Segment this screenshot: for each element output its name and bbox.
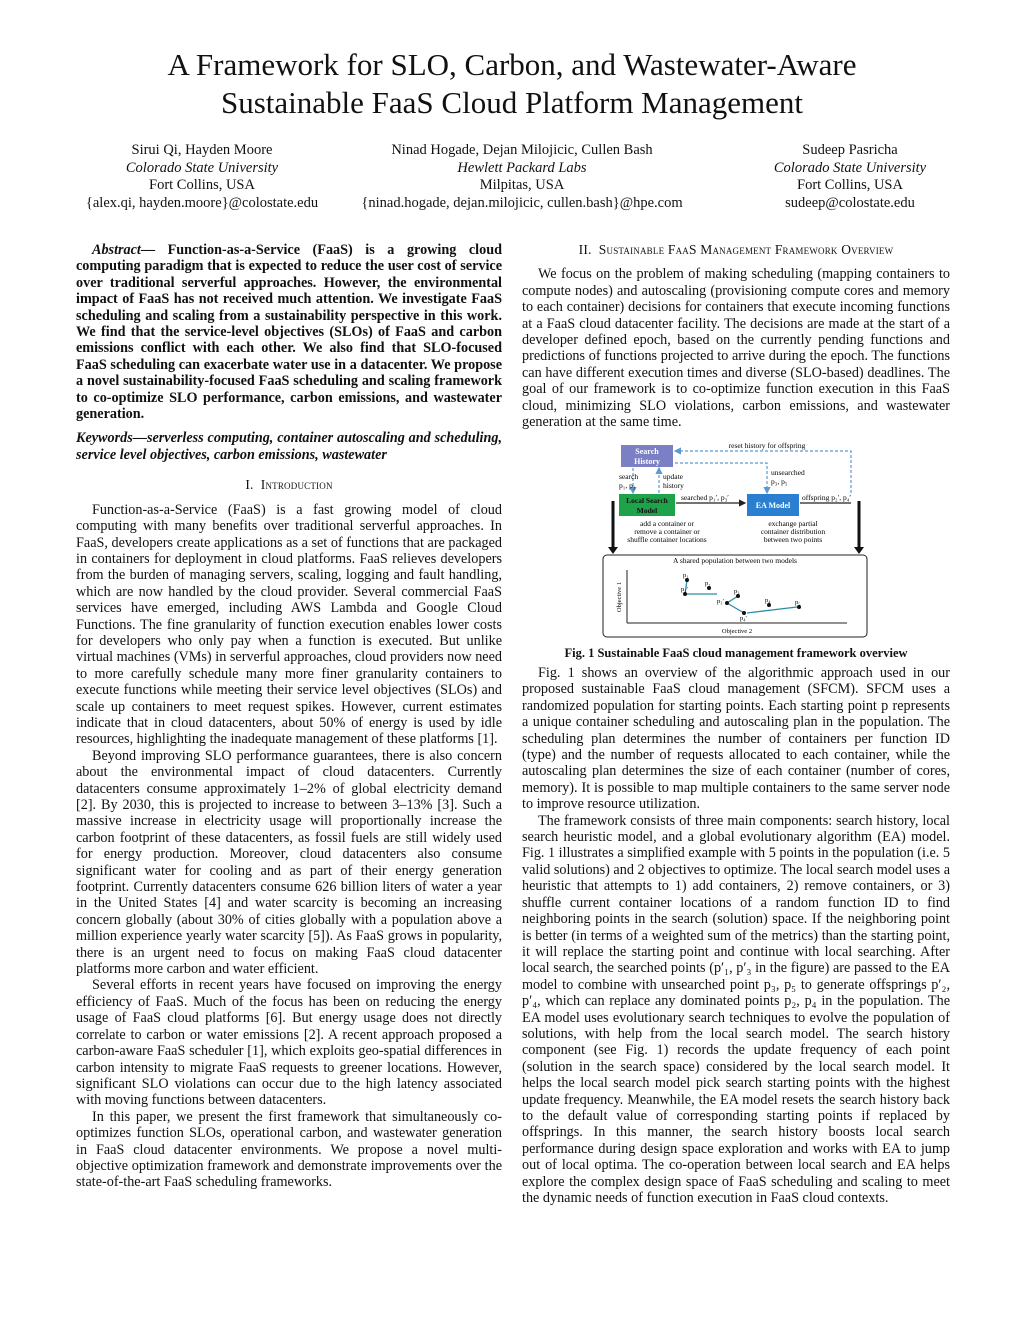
abstract-text: — Function-as-a-Service (FaaS) is a growing cloud computing paradigm that is expected to reduce the user cost of service over traditional serverful approaches. However, the environmental impact of FaaS has not received much attention. We investigate FaaS scheduling and scaling from a sustainability perspective in this work. We find that the service-level objectives (SLOs) of FaaS and carbon emissions conflict with each other. We also find that SLO-focused FaaS scheduling can exacerbate water use in a datacenter. We propose a novel sustainability-focused FaaS scheduling and scaling framework to co-optimize SLO performance, carbon emissions, and wastewater generation. [76, 242, 502, 423]
ea-desc-1: exchange partial [768, 519, 818, 528]
author-names: Ninad Hogade, Dejan Milojicic, Cullen Bash [391, 142, 653, 158]
left-column [76, 242, 502, 1191]
point-label: p₄′ [740, 615, 747, 622]
unsearched-label-1: unsearched [771, 468, 805, 477]
search-label-1: search [619, 472, 639, 481]
local-desc-1: add a container or [640, 519, 694, 528]
title-line-1: A Framework for SLO, Carbon, and Wastewater-Aware [167, 47, 857, 82]
author-email: {alex.qi, hayden.moore}@colostate.edu [85, 194, 319, 211]
point-label: p₃′ [717, 598, 724, 605]
offspring-label: offspring p₂′, p₄′ [802, 493, 851, 502]
framework-figure [597, 437, 870, 640]
author-affiliation: Hewlett Packard Labs [457, 159, 587, 176]
local-search-label-2: Model [636, 506, 658, 515]
point-label: p₂ [705, 580, 711, 587]
reset-label: reset history for offspring [728, 441, 806, 450]
section-2-paragraph: We focus on the problem of making scheduling (mapping containers to compute nodes) and autoscaling (provisioning compute cores and memory to each container) decisions for containers that execute incoming functions at a FaaS cloud datacenter facility. The decisions are made at the start of a developer defined epoch, based on the currently pending functions and predictions of functions projected to arrive during the epoch. The functions can have different execution times and diverse (SLO-based) deadlines. The goal of our framework is to co-optimize function execution in this FaaS cloud, minimizing SLO violations, carbon emissions, and wastewater generation at the same time. [522, 266, 950, 431]
intro-paragraph: Function-as-a-Service (FaaS) is a fast growing model of cloud computing with many benefits over traditional serverful approaches. In FaaS, developers create applications as a set of functions that are packaged in containers for deployment in cloud platforms. FaaS relieves developers from the burden of managing servers, scaling, logging and fault handling, which are now handled by the cloud provider. Several commercial FaaS services have emerged, including AWS Lambda and Google Cloud Functions. The fine granularity of function execution enables lower costs for developers who only pay when a function is executed. But unlike virtual machines (VMs) in serverful approaches, cloud providers now need to more carefully schedule many more finer granularity containers to execute functions while meeting their service level objectives (SLOs) and scale up containers to meet request spikes. However, current estimates indicate that in cloud datacenters, about 50% of energy is used by idle resources, highlighting the inadequate management of these platforms [1]. [76, 501, 502, 748]
author-affiliation: Colorado State University [125, 159, 279, 176]
figure-caption: Fig. 1 Sustainable FaaS cloud management framework overview [564, 646, 908, 660]
author-location: Milpitas, USA [479, 177, 565, 193]
search-label-2: p₁, p₃ [619, 481, 636, 490]
author-location: Fort Collins, USA [797, 177, 903, 193]
ea-model-label: EA Model [755, 501, 791, 510]
point-label: p₅ [795, 599, 801, 606]
local-desc-2: remove a container or [634, 527, 700, 536]
author-names: Sudeep Pasricha [802, 142, 898, 158]
author-affiliation: Colorado State University [773, 159, 927, 176]
update-label-2: history [663, 481, 684, 490]
searched-label: searched p₁′, p₃′ [681, 493, 729, 502]
intro-paragraph: Beyond improving SLO performance guarantees, there is also concern about the environmental impact of cloud datacenters. Currently datacenters consume approximately 1–2% of global electricity demand [2]. By 2030, this is projected to increase to between 3–13% [3]. Such a massive increase in electricity usage will proportionally increase the carbon footprint of these datacenters, as fossil fuels are still widely used for energy production. Moreover, cloud datacenters also consume significant water for cooling and as part of their energy generation footprint. Currently datacenters consume 626 billion liters of water a year in the United States [4] and water scarcity is becoming an increasing concern globally (about 30% of cities globally with a population above a million experience yearly water scarcity [5]). As FaaS grows in popularity, there is an urgent need to focus on making FaaS cloud datacenter platforms more carbon and water efficient. [76, 747, 502, 978]
population-label: A shared population between two models [673, 556, 797, 565]
right-column-top [522, 242, 950, 430]
ea-desc-2: container distribution [760, 527, 826, 536]
local-search-label-1: Local Search [626, 496, 668, 505]
y-axis-label: Objective 1 [616, 581, 623, 613]
section-1-heading [76, 477, 502, 493]
point-label: p₃ [734, 588, 740, 595]
author-email: sudeep@colostate.edu [785, 194, 915, 211]
down-arrowhead-right [854, 547, 864, 554]
population-panel [603, 555, 867, 637]
section-1-title: Introduction [260, 477, 333, 493]
point-p3-prime [725, 601, 729, 605]
paper-title [0, 46, 1024, 122]
author-email: {ninad.hogade, dejan.milojicic, cullen.bash}@hpe.com [361, 194, 683, 211]
unsearched-dashed-arrow [675, 463, 767, 493]
section-1-number: I. [245, 477, 254, 493]
body-paragraph: Fig. 1 shows an overview of the algorithmic approach used in our proposed sustainable FaaS cloud management (SFCM). SFCM uses a randomized population for starting points. Each starting point p represents a unique container scheduling and autoscaling plan in the population. The scheduling plan determines the number of containers per function ID (type) and the number of requests allocated to each container, while the autoscaling plan determines the size of each container (number of cores, memory). It is possible to map multiple containers to the same server node to improve resource utilization. [522, 665, 950, 813]
section-2-number: II. [578, 242, 592, 257]
down-arrowhead-left [608, 547, 618, 554]
author-location: Fort Collins, USA [149, 177, 255, 193]
local-desc-3: shuffle container locations [627, 535, 707, 544]
point-label: p₁′ [681, 586, 688, 593]
title-line-2: Sustainable FaaS Cloud Platform Management [220, 85, 804, 120]
right-column-bottom [522, 665, 950, 1206]
body-paragraph: The framework consists of three main components: search history, local search heuristic model, and a global evolutionary algorithm (EA) model. Fig. 1 illustrates a simplified example with 5 points in the population (i.e. 5 valid solutions) and 2 objectives to optimize. The local search model uses a heuristic that attempts to 1) add containers, 2) remove containers, or 3) shuffle current container locations of a random function ID to find neighboring points in the search (solution) space. If the neighboring point is better (in terms of a weighted sum of the metrics) than the starting point, it will replace the starting point and continue with local searching. After local search, the searched points (p′₁, p′₃ in the figure) are passed to the EA model to combine with unsearched point p₃, p₅ to generate offsprings p′₂, p′₄, which can replace any dominated points p₂, p₄ in the population. The EA model uses evolutionary search techniques to evolve the population of solutions, with help from the local search model. The search history component (see Fig. 1) records the update frequency of each point (solution in the search space) considered by the local search model. It helps the local search model pick search starting points with the highest update frequency. Meanwhile, the EA model resets the search history back to the default value of corresponding starting points if replaced by offsprings. In this manner, the search history boosts local search performance during design space exploration and works with EA to jump out of local optima. The co-operation between local search and EA helps explore the complex design space of FaaS scheduling and scaling to meet the dynamic needs of function execution in FaaS cloud contexts. [522, 812, 951, 1206]
author-block-1 [62, 142, 342, 212]
intro-paragraph: Several efforts in recent years have focused on improving the energy efficiency of FaaS. Much of the focus has been on reducing the energy usage of FaaS cloud platforms [6]. But energy usage does not directly correlate to carbon or water emissions [2]. A recent approach proposed a carbon-aware FaaS scheduler [1], which exploits geo-spatial differences in carbon intensity to migrate FaaS requests to greener locations. However, significant SLO violations can occur due to the high latency associated with moving functions between datacenters. [76, 977, 502, 1109]
author-block-3 [720, 142, 980, 212]
abstract-label: Abstract [92, 242, 141, 258]
point-label: p₁ [683, 572, 689, 579]
search-history-label-2: History [634, 457, 660, 466]
point-label: p₄ [765, 597, 771, 604]
author-names: Sirui Qi, Hayden Moore [131, 142, 273, 158]
unsearched-label-2: p₃, p₅ [771, 477, 788, 486]
search-history-label-1: Search [635, 447, 659, 456]
author-block-2 [342, 142, 702, 212]
ea-desc-3: between two points [763, 535, 823, 544]
reset-dashed-arrow [675, 451, 851, 493]
section-2-heading [522, 242, 950, 258]
intro-paragraph: In this paper, we present the first framework that simultaneously co-optimizes function SLOs, operational carbon, and wastewater generation in FaaS cloud datacenter environments. We propose a novel multi-objective optimization framework and demonstrate improvements over the state-of-the-art FaaS scheduling frameworks. [76, 1108, 502, 1191]
section-2-title: Sustainable FaaS Management Framework Overview [598, 242, 894, 257]
update-label-1: update [663, 472, 683, 481]
keywords: Keywords—serverless computing, container autoscaling and scheduling, service level objectives, carbon emissions, wastewater [76, 430, 502, 463]
abstract [76, 242, 502, 422]
x-axis-label: Objective 2 [721, 628, 753, 635]
